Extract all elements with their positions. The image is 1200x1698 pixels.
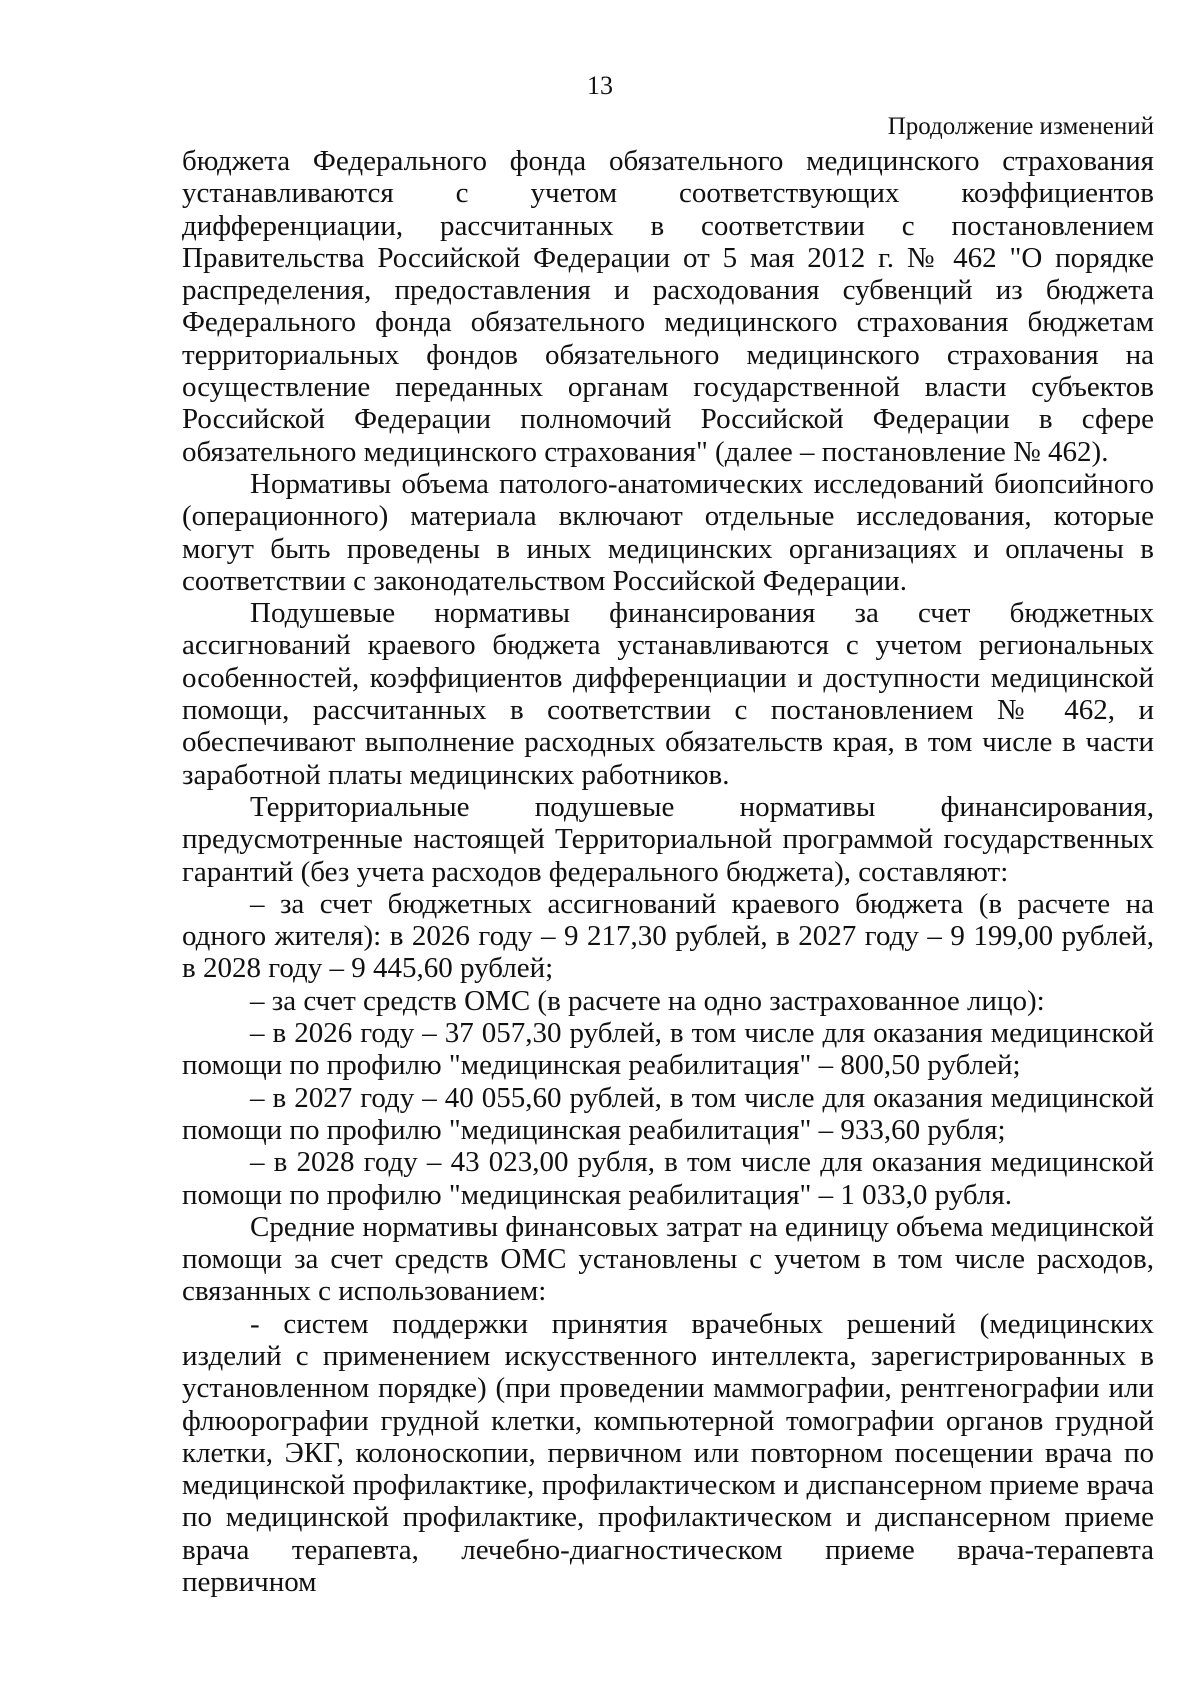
list-item: – за счет бюджетных ассигнований краевого бюджета (в расчете на одного жителя): в 2026 году – 9 217,30 рублей, в 2027 году – 9 199,00 рублей, в 2028 году – 9 445,60 рублей;: [182, 887, 1154, 985]
paragraph: Нормативы объема патолого-анатомических исследований биопсийного (операционного) материала включают отдельные исследования, которые могут быть проведены в иных медицинских организациях и оплачены в соответствии с законодательством Российской Федерации.: [182, 467, 1154, 597]
paragraph: Территориальные подушевые нормативы финансирования, предусмотренные настоящей Территориальной программой государственных гарантий (без учета расходов федерального бюджета), составляют:: [182, 790, 1154, 888]
paragraph: бюджета Федерального фонда обязательного медицинского страхования устанавливаются с учетом соответствующих коэффициентов дифференциации, рассчитанных в соответствии с постановлением Правительства Российской Федерации от 5 мая 2012 г. № 462 "О порядке распределения, предоставления и расходования субвенций из бюджета Федерального фонда обязательного медицинского страхования бюджетам территориальных фондов обязательного медицинского страхования на осуществление переданных органам государственной власти субъектов Российской Федерации полномочий Российской Федерации в сфере обязательного медицинского страхования" (далее – постановление № 462).: [182, 145, 1154, 468]
list-item: – в 2027 году – 40 055,60 рублей, в том числе для оказания медицинской помощи по профилю "медицинская реабилитация" – 933,60 рубля;: [182, 1081, 1154, 1146]
list-item: – в 2026 году – 37 057,30 рублей, в том числе для оказания медицинской помощи по профилю "медицинская реабилитация" – 800,50 рублей;: [182, 1017, 1154, 1082]
list-item: - систем поддержки принятия врачебных решений (медицинских изделий с применением искусственного интеллекта, зарегистрированных в установленном порядке) (при проведении маммографии, рентгенографии или флюорографии грудной клетки, компьютерной томографии органов грудной клетки, ЭКГ, колоноскопии, первичном или повторном посещении врача по медицинской профилактике, профилактическом и диспансерном приеме врача по медицинской профилактике, профилактическом и диспансерном приеме врача терапевта, лечебно-диагностическом приеме врача-терапевта первичном: [182, 1307, 1154, 1599]
page-number: 13: [587, 71, 613, 100]
document-body: [182, 145, 1154, 1598]
continuation-label: Продолжение изменений: [887, 113, 1154, 140]
list-item: – в 2028 году – 43 023,00 рубля, в том числе для оказания медицинской помощи по профилю "медицинская реабилитация" – 1 033,0 рубля.: [182, 1146, 1154, 1211]
paragraph: Подушевые нормативы финансирования за счет бюджетных ассигнований краевого бюджета устанавливаются с учетом региональных особенностей, коэффициентов дифференциации и доступности медицинской помощи, рассчитанных в соответствии с постановлением № 462, и обеспечивают выполнение расходных обязательств края, в том числе в части заработной платы медицинских работников.: [182, 597, 1154, 791]
list-item: – за счет средств ОМС (в расчете на одно застрахованное лицо):: [250, 984, 1045, 1017]
paragraph: Средние нормативы финансовых затрат на единицу объема медицинской помощи за счет средств ОМС установлены с учетом в том числе расходов, связанных с использованием:: [182, 1210, 1154, 1308]
